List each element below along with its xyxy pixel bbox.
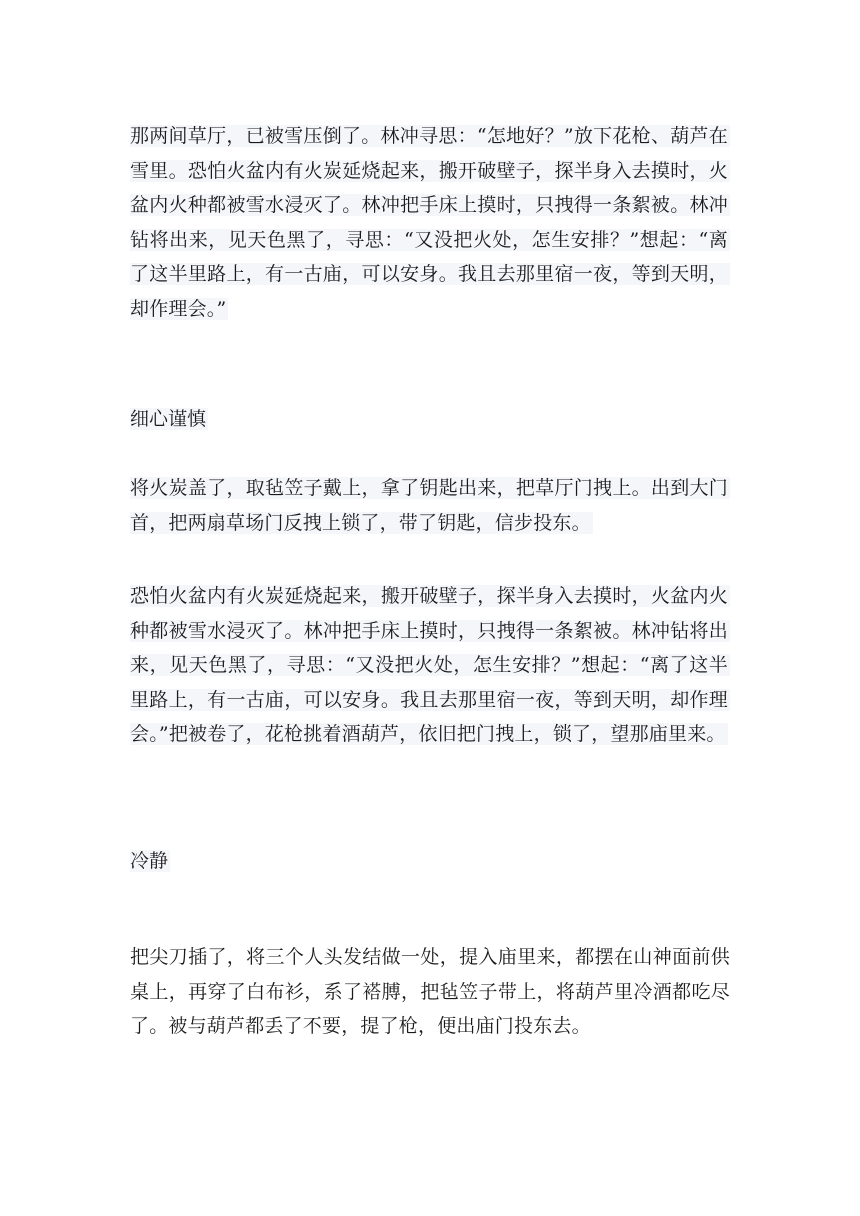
paragraph-text: 将火炭盖了，取毡笠子戴上，拿了钥匙出来，把草厅门拽上。出到大门首，把两扇草场门反拽上锁了，带了钥匙，信步投东。 [130,477,728,534]
paragraph-text: 那两间草厅，已被雪压倒了。林冲寻思：“怎地好？”放下花枪、葫芦在雪里。恐怕火盆内有火炭延烧起来，搬开破壁子，探半身入去摸时，火盆内火种都被雪水浸灭了。林冲把手床上摸时，只拽得一条絮被。林冲钻将出来，见天色黑了，寻思：“又没把火处，怎生安排？”想起：“离了这半里路上，有一古庙，可以安身。我且去那里宿一夜，等到天明，却作理会。” [130,125,728,320]
section-heading-calm [130,844,170,878]
paragraph-lock-gate [130,471,730,540]
paragraph-text: 恐怕火盆内有火炭延烧起来，搬开破壁子，探半身入去摸时，火盆内火种都被雪水浸灭了。林冲把手床上摸时，只拽得一条絮被。林冲钻将出来，见天色黑了，寻思：“又没把火处，怎生安排？”想起：“离了这半里路上，有一古庙，可以安身。我且去那里宿一夜，等到天明，却作理会。”把被卷了，花枪挑着酒葫芦，依旧把门拽上，锁了，望那庙里来。 [130,585,728,745]
paragraph-text: 把尖刀插了，将三个人头发结做一处，提入庙里来，都摆在山神面前供桌上，再穿了白布衫，系了褡膊，把毡笠子带上，将葫芦里冷酒都吃尽了。被与葫芦都丢了不要，提了枪，便出庙门投东去。 [130,946,730,1037]
paragraph-leave-temple [130,940,730,1044]
section-heading-careful [130,402,208,436]
heading-text: 冷静 [130,850,169,872]
paragraph-snow-collapse [130,119,730,326]
paragraph-fire-pot [130,579,730,752]
heading-text: 细心谨慎 [130,408,207,430]
